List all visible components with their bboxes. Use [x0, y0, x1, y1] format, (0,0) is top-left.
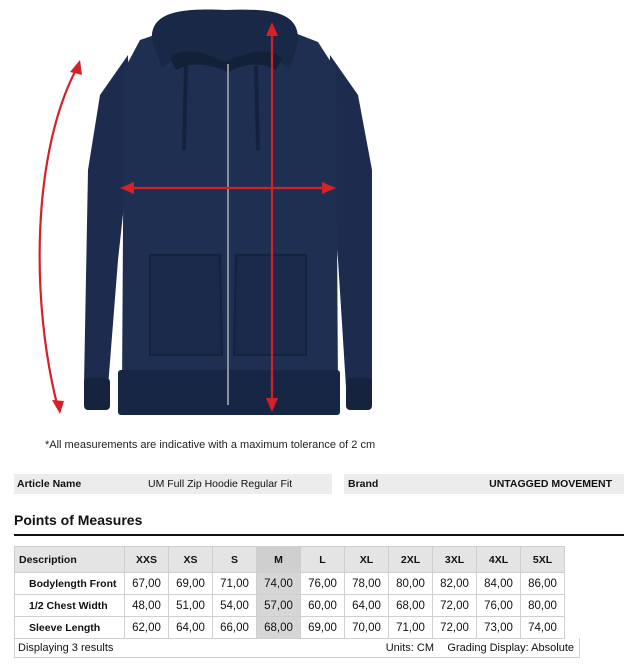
table-row — [15, 573, 565, 595]
measurement-cell: 54,00 — [213, 595, 257, 617]
measurement-cell: 69,00 — [301, 617, 345, 639]
size-header-m[interactable]: M — [257, 547, 301, 573]
results-count: Displaying 3 results — [18, 642, 114, 654]
measurement-cell: 74,00 — [521, 617, 565, 639]
measurement-cell: 72,00 — [433, 595, 477, 617]
measurement-cell: 60,00 — [301, 595, 345, 617]
measurement-cell: 71,00 — [213, 573, 257, 595]
measurement-cell: 68,00 — [257, 617, 301, 639]
brand-info — [344, 474, 624, 494]
measurement-cell: 84,00 — [477, 573, 521, 595]
article-name-value: UM Full Zip Hoodie Regular Fit — [148, 478, 293, 490]
row-label: 1/2 Chest Width — [15, 595, 125, 617]
size-header-s[interactable]: S — [213, 547, 257, 573]
measurement-cell: 69,00 — [169, 573, 213, 595]
row-label: Bodylength Front — [15, 573, 125, 595]
measurement-cell: 51,00 — [169, 595, 213, 617]
measurement-cell: 70,00 — [345, 617, 389, 639]
grading-display: Grading Display: Absolute — [447, 642, 574, 654]
row-label: Sleeve Length — [15, 617, 125, 639]
measurement-cell: 76,00 — [301, 573, 345, 595]
table-footer — [14, 638, 580, 658]
table-body — [15, 573, 565, 639]
measurement-cell: 64,00 — [169, 617, 213, 639]
measurement-note: *All measurements are indicative with a maximum tolerance of 2 cm — [45, 439, 376, 451]
measurement-cell: 82,00 — [433, 573, 477, 595]
points-of-measures-title: Points of Measures — [14, 512, 143, 528]
size-header-5xl[interactable]: 5XL — [521, 547, 565, 573]
units-label: Units: CM — [385, 642, 434, 654]
measurements-table — [14, 546, 565, 639]
article-info — [14, 474, 332, 494]
size-header-xxs[interactable]: XXS — [125, 547, 169, 573]
size-header-xl[interactable]: XL — [345, 547, 389, 573]
measurement-cell: 78,00 — [345, 573, 389, 595]
brand-value: UNTAGGED MOVEMENT — [489, 478, 612, 490]
table-row — [15, 595, 565, 617]
table-row — [15, 617, 565, 639]
size-header-3xl[interactable]: 3XL — [433, 547, 477, 573]
size-header-2xl[interactable]: 2XL — [389, 547, 433, 573]
measurement-cell: 57,00 — [257, 595, 301, 617]
measurement-cell: 86,00 — [521, 573, 565, 595]
size-header-xs[interactable]: XS — [169, 547, 213, 573]
measurement-cell: 72,00 — [433, 617, 477, 639]
size-header-4xl[interactable]: 4XL — [477, 547, 521, 573]
article-name-label: Article Name — [17, 478, 82, 490]
size-header-l[interactable]: L — [301, 547, 345, 573]
measurement-cell: 66,00 — [213, 617, 257, 639]
measurement-cell: 71,00 — [389, 617, 433, 639]
measurement-cell: 62,00 — [125, 617, 169, 639]
measurement-cell: 80,00 — [389, 573, 433, 595]
measurement-cell: 68,00 — [389, 595, 433, 617]
measurement-cell: 48,00 — [125, 595, 169, 617]
measurement-cell: 64,00 — [345, 595, 389, 617]
measurement-cell: 67,00 — [125, 573, 169, 595]
measurement-cell: 73,00 — [477, 617, 521, 639]
measurement-cell: 80,00 — [521, 595, 565, 617]
measurement-cell: 74,00 — [257, 573, 301, 595]
description-header[interactable]: Description — [15, 547, 125, 573]
brand-label: Brand — [348, 478, 379, 490]
measurement-cell: 76,00 — [477, 595, 521, 617]
section-divider — [14, 534, 624, 536]
table-header-row — [15, 547, 565, 573]
hoodie-illustration — [84, 10, 372, 415]
